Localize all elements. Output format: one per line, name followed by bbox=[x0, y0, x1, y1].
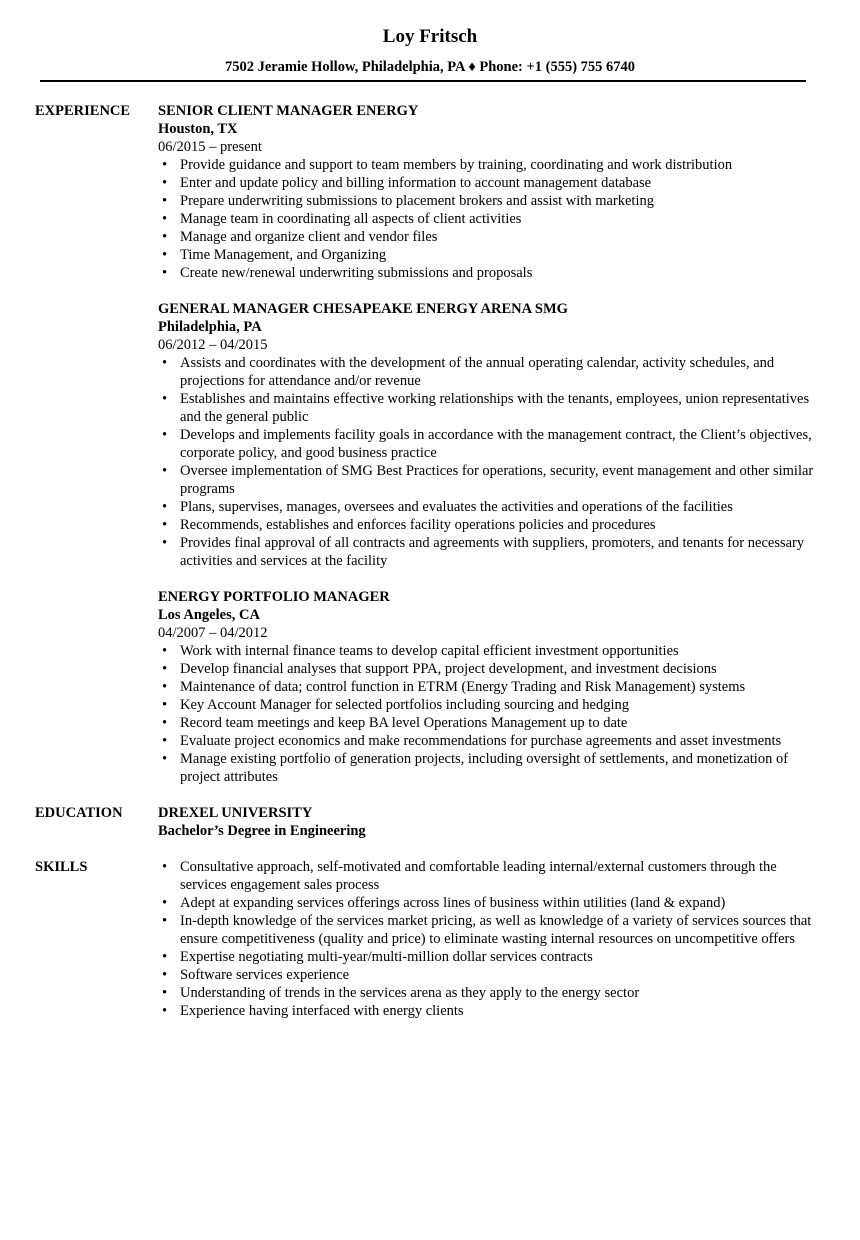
skill-item: • Consultative approach, self-motivated and comfortable leading internal/external customers through the services engagement sales process bbox=[180, 858, 820, 894]
bullet-item: • Evaluate project economics and make recommendations for purchase agreements and asset investments bbox=[180, 732, 820, 750]
contact-line: 7502 Jeramie Hollow, Philadelphia, PA ♦ Phone: +1 (555) 755 6740 bbox=[224, 59, 636, 75]
bullet-item: • Enter and update policy and billing information to account management database bbox=[180, 174, 820, 192]
bullet-item: • Prepare underwriting submissions to placement brokers and assist with marketing bbox=[180, 192, 820, 210]
job-bullets bbox=[158, 156, 820, 282]
bullet-item: • Work with internal finance teams to develop capital efficient investment opportunities bbox=[180, 642, 820, 660]
bullet-item: • Manage existing portfolio of generation projects, including oversight of settlements, and monetization of project attributes bbox=[180, 750, 820, 786]
job-bullets bbox=[158, 354, 820, 570]
job-entry bbox=[158, 102, 820, 282]
bullet-item: • Create new/renewal underwriting submissions and proposals bbox=[180, 264, 820, 282]
bullet-item: • Establishes and maintains effective working relationships with the tenants, employees, union representatives and the general public bbox=[180, 390, 820, 426]
bullet-item: • Develops and implements facility goals in accordance with the management contract, the Client’s objectives, corporate policy, and good business practice bbox=[180, 426, 820, 462]
section-title-experience: EXPERIENCE bbox=[35, 103, 131, 119]
job-location: Los Angeles, CA bbox=[158, 607, 260, 623]
skill-item: • Adept at expanding services offerings across lines of business within utilities (land & expand) bbox=[180, 894, 820, 912]
job-dates: 06/2012 – 04/2015 bbox=[158, 337, 268, 353]
bullet-item: • Oversee implementation of SMG Best Practices for operations, security, event management and other similar programs bbox=[180, 462, 820, 498]
job-title: SENIOR CLIENT MANAGER ENERGY bbox=[158, 103, 419, 119]
bullet-item: • Develop financial analyses that support PPA, project development, and investment decisions bbox=[180, 660, 820, 678]
job-entry bbox=[158, 300, 820, 570]
header-divider bbox=[40, 80, 806, 82]
job-title: GENERAL MANAGER CHESAPEAKE ENERGY ARENA SMG bbox=[158, 301, 568, 317]
section-title-skills: SKILLS bbox=[35, 859, 88, 875]
job-bullets bbox=[158, 642, 820, 786]
skill-item: • In-depth knowledge of the services market pricing, as well as knowledge of a variety of services sources that ensure competitiveness (quality and price) to eliminate wasting internal resources on uncompetitive offers bbox=[180, 912, 820, 948]
job-dates: 04/2007 – 04/2012 bbox=[158, 625, 268, 641]
bullet-item: • Record team meetings and keep BA level Operations Management up to date bbox=[180, 714, 820, 732]
bullet-item: • Maintenance of data; control function in ETRM (Energy Trading and Risk Management) systems bbox=[180, 678, 820, 696]
job-entry bbox=[158, 588, 820, 786]
bullet-item: • Assists and coordinates with the development of the annual operating calendar, activity schedules, and projections for attendance and/or revenue bbox=[180, 354, 820, 390]
job-location: Philadelphia, PA bbox=[158, 319, 262, 335]
section-title-education: EDUCATION bbox=[35, 805, 123, 821]
experience-list bbox=[158, 102, 820, 786]
skills-list bbox=[158, 858, 820, 1020]
bullet-item: • Manage and organize client and vendor files bbox=[180, 228, 820, 246]
resume-header bbox=[0, 0, 860, 76]
bullet-item: • Plans, supervises, manages, oversees and evaluates the activities and operations of the facilities bbox=[180, 498, 820, 516]
skill-item: • Software services experience bbox=[180, 966, 820, 984]
bullet-item: • Key Account Manager for selected portfolios including sourcing and hedging bbox=[180, 696, 820, 714]
skills-section bbox=[35, 858, 820, 1020]
bullet-item: • Provides final approval of all contracts and agreements with suppliers, promoters, and tenants for necessary activities and services at the facility bbox=[180, 534, 820, 570]
experience-section bbox=[35, 102, 820, 786]
education-section bbox=[35, 804, 820, 840]
education-degree: Bachelor’s Degree in Engineering bbox=[158, 823, 366, 839]
education-school: DREXEL UNIVERSITY bbox=[158, 805, 313, 821]
job-dates: 06/2015 – present bbox=[158, 139, 262, 155]
bullet-item: • Manage team in coordinating all aspects of client activities bbox=[180, 210, 820, 228]
skill-item: • Expertise negotiating multi-year/multi-million dollar services contracts bbox=[180, 948, 820, 966]
candidate-name: Loy Fritsch bbox=[382, 26, 478, 47]
bullet-item: • Recommends, establishes and enforces facility operations policies and procedures bbox=[180, 516, 820, 534]
skill-item: • Understanding of trends in the services arena as they apply to the energy sector bbox=[180, 984, 820, 1002]
job-location: Houston, TX bbox=[158, 121, 238, 137]
job-title: ENERGY PORTFOLIO MANAGER bbox=[158, 589, 390, 605]
skill-item: • Experience having interfaced with energy clients bbox=[180, 1002, 820, 1020]
bullet-item: • Provide guidance and support to team members by training, coordinating and work distribution bbox=[180, 156, 820, 174]
bullet-item: • Time Management, and Organizing bbox=[180, 246, 820, 264]
